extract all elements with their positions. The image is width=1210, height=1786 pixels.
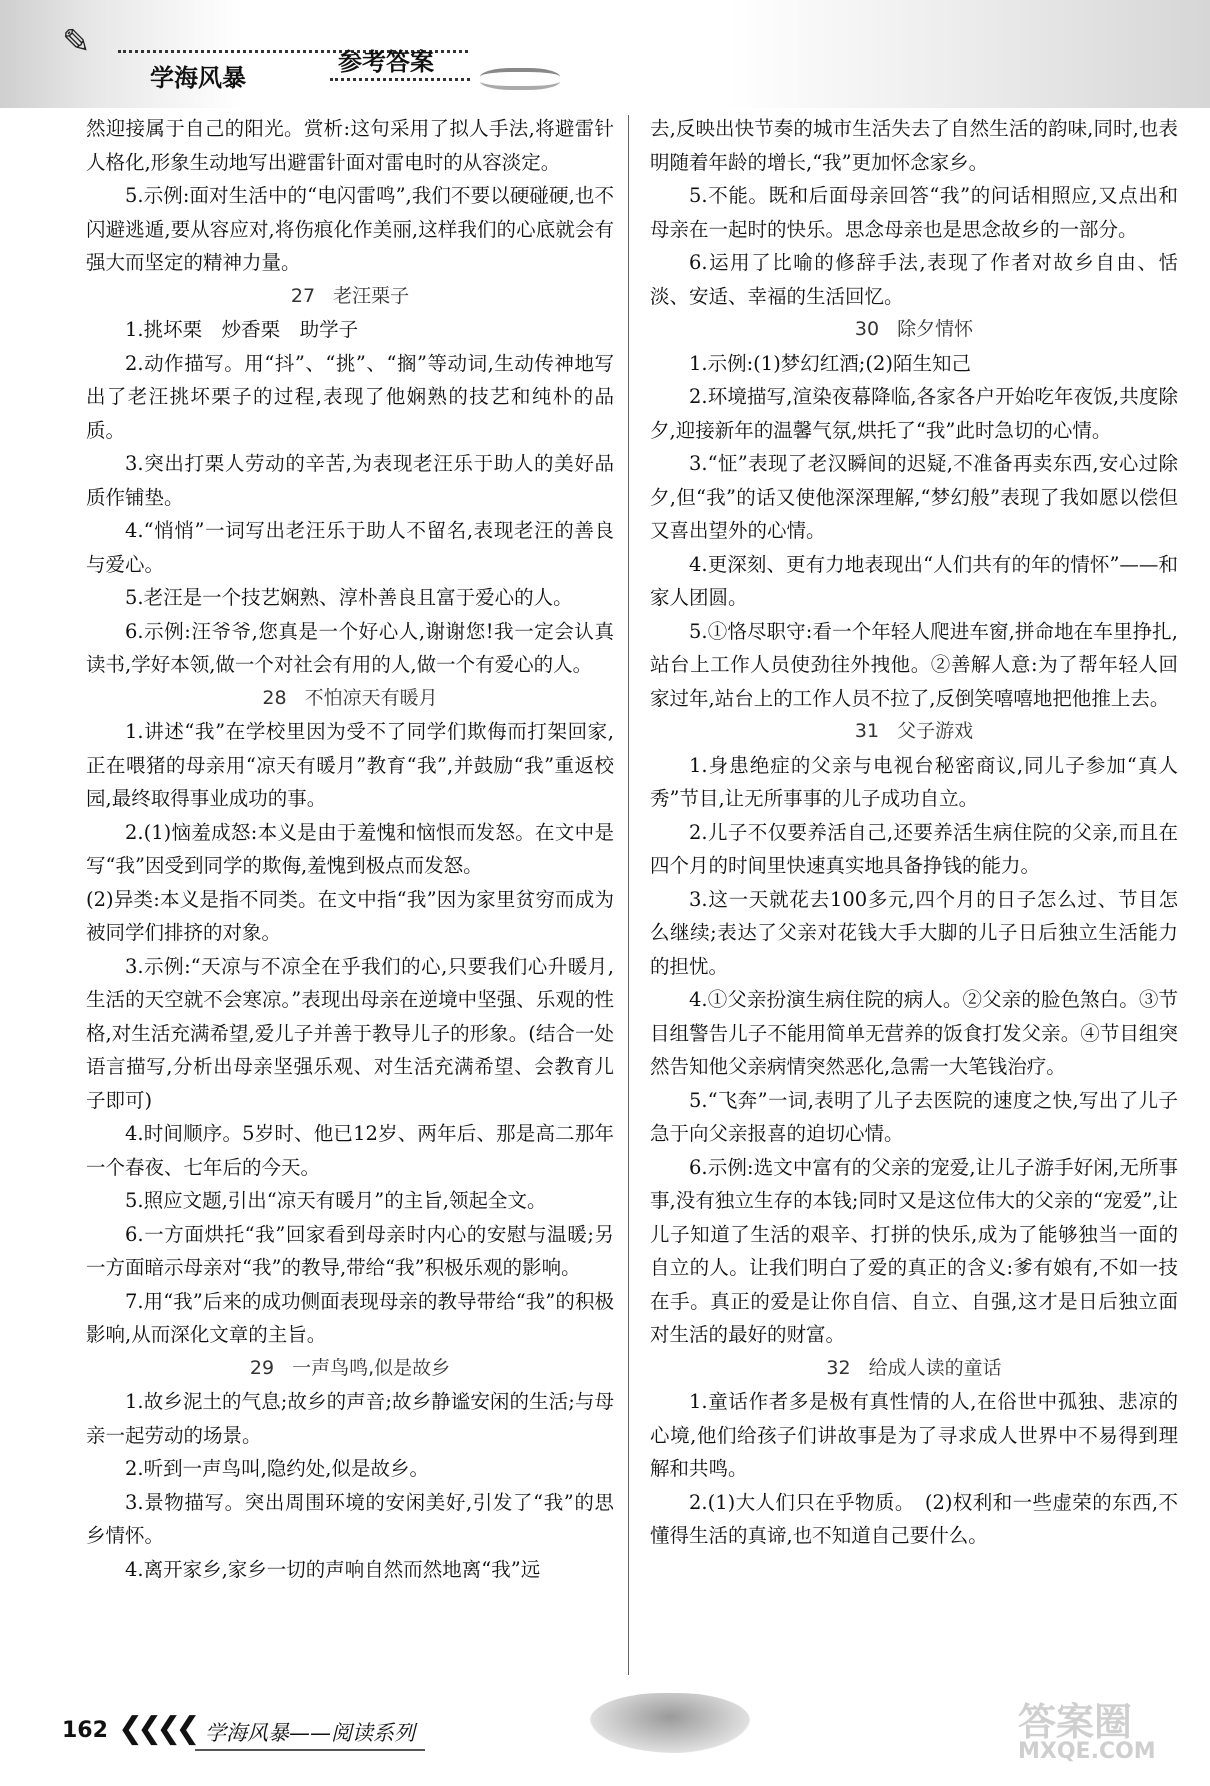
answer-paragraph: 6.示例:汪爷爷,您真是一个好心人,谢谢您!我一定会认真读书,学好本领,做一个对社会有用的人,做一个有爱心的人。 (86, 619, 614, 676)
answer-paragraph: 1.示例:(1)梦幻红酒;(2)陌生知己 (689, 351, 971, 375)
answer-paragraph: 3.突出打栗人劳动的辛苦,为表现老汪乐于助人的美好品质作铺垫。 (86, 452, 614, 509)
watermark-url: MXQE.COM (1018, 1739, 1156, 1764)
answer-paragraph: 5.照应文题,引出“凉天有暖月”的主旨,领起全文。 (125, 1189, 547, 1212)
answer-paragraph: 3.“怔”表现了老汉瞬间的迟疑,不准备再卖东西,安心过除夕,但“我”的话又使他深深理解,“梦幻般”表现了我如愿以偿但又喜出望外的心情。 (650, 452, 1178, 542)
answer-paragraph: 5.①恪尽职守:看一个年轻人爬进车窗,拼命地在车里挣扎,站台上工作人员使劲往外拽他。②善解人意:为了帮年轻人回家过年,站台上的工作人员不拉了,反倒笑嘻嘻地把他推上去。 (650, 619, 1178, 710)
section-title: 给成人读的童话 (868, 1356, 1002, 1379)
column-divider (628, 115, 629, 1675)
answer-paragraph: 1.讲述“我”在学校里因为受不了同学们欺侮而打架回家,正在喂猪的母亲用“凉天有暖月”教育“我”,并鼓励“我”重返校园,最终取得事业成功的事。 (86, 720, 614, 810)
section-heading-30 (650, 313, 1178, 347)
section-title: 父子游戏 (897, 720, 974, 742)
page-footer (0, 1685, 1210, 1786)
answer-paragraph: 1.挑坏栗 炒香栗 助学子 (125, 318, 359, 341)
section-heading-31 (650, 715, 1178, 749)
answer-paragraph: 5.老汪是一个技艺娴熟、淳朴善良且富于爱心的人。 (125, 586, 573, 609)
answer-paragraph: 4.①父亲扮演生病住院的病人。②父亲的脸色煞白。③节目组警告儿子不能用简单无营养的饭食打发父亲。④节目组突然告知他父亲病情突然恶化,急需一大笔钱治疗。 (650, 988, 1178, 1078)
answer-paragraph: 4.更深刻、更有力地表现出“人们共有的年的情怀”——和家人团圆。 (650, 552, 1178, 609)
answer-paragraph: 然迎接属于自己的阳光。赏析:这句采用了拟人手法,将避雷针人格化,形象生动地写出避雷针面对雷电时的从容淡定。 (86, 117, 614, 174)
watermark-logo: 答案圈 (1018, 1700, 1133, 1744)
pen-icon: ✎ (62, 22, 91, 62)
answer-paragraph: 4.“悄悄”一词写出老汪乐于助人不留名,表现老汪的善良与爱心。 (86, 519, 614, 576)
answer-paragraph: 3.这一天就花去100多元,四个月的日子怎么过、节目怎么继续;表达了父亲对花钱大手大脚的儿子日后独立生活能力的担忧。 (650, 887, 1178, 978)
header-swoosh-decoration (480, 68, 560, 90)
section-heading-28 (86, 682, 614, 716)
answer-paragraph: 去,反映出快节奏的城市生活失去了自然生活的韵味,同时,也表明随着年龄的增长,“我”更加怀念家乡。 (650, 117, 1178, 174)
header-dotted-line-lower (330, 78, 470, 81)
answer-paragraph: 2.(1)恼羞成怒:本义是由于羞愧和恼恨而发怒。在文中是写“我”因受到同学的欺侮,羞愧到极点而发怒。 (86, 820, 614, 877)
answer-paragraph: 7.用“我”后来的成功侧面表现母亲的教导带给“我”的积极影响,从而深化文章的主旨。 (86, 1289, 614, 1346)
answer-paragraph: 5.不能。既和后面母亲回答“我”的问话相照应,又点出和母亲在一起时的快乐。思念母亲也是思念故乡的一部分。 (650, 184, 1178, 241)
header-brand: 学海风暴 (150, 64, 246, 92)
chevrons-left-icon: ❮❮❮❮ (118, 1711, 195, 1746)
page-number: 162 (62, 1718, 108, 1743)
right-column (650, 112, 1178, 1553)
answer-paragraph: 2.(1)大人们只在乎物质。 (2)权利和一些虚荣的东西,不懂得生活的真谛,也不知道自己要什么。 (650, 1490, 1178, 1547)
section-number: 32 (826, 1356, 851, 1379)
series-title: 学海风暴——阅读系列 (195, 1715, 425, 1751)
section-number: 28 (262, 686, 287, 709)
section-number: 31 (854, 720, 880, 742)
answer-paragraph: (2)异类:本义是指不同类。在文中指“我”因为家里贫穷而成为被同学们排挤的对象。 (86, 887, 614, 944)
answer-paragraph: 3.示例:“天凉与不凉全在乎我们的心,只要我们心升暖月,生活的天空就不会寒凉。”表现出母亲在逆境中坚强、乐观的性格,对生活充满希望,爱儿子并善于教导儿子的形象。(结合一处语言描写,分析出母亲坚强乐观、对生活充满希望、会教育儿子即可) (86, 954, 614, 1112)
answer-paragraph: 1.身患绝症的父亲与电视台秘密商议,同儿子参加“真人秀”节目,让无所事事的儿子成功自立。 (650, 753, 1178, 810)
answer-paragraph: 2.环境描写,渲染夜幕降临,各家各户开始吃年夜饭,共度除夕,迎接新年的温馨气氛,烘托了“我”此时急切的心情。 (650, 385, 1178, 442)
section-number: 30 (854, 318, 880, 340)
header-title: 参考答案 (338, 48, 434, 76)
answer-paragraph: 2.儿子不仅要养活自己,还要养活生病住院的父亲,而且在四个月的时间里快速真实地具备挣钱的能力。 (650, 820, 1178, 877)
answer-paragraph: 6.运用了比喻的修辞手法,表现了作者对故乡自由、恬淡、安适、幸福的生活回忆。 (650, 251, 1178, 308)
section-title: 不怕凉天有暖月 (304, 686, 438, 709)
section-title: 一声鸟鸣,似是故乡 (292, 1356, 451, 1379)
section-title: 除夕情怀 (897, 318, 974, 340)
answer-paragraph: 5.示例:面对生活中的“电闪雷鸣”,我们不要以硬碰硬,也不闪避逃遁,要从容应对,将伤痕化作美丽,这样我们的心底就会有强大而坚定的精神力量。 (86, 184, 614, 274)
answer-paragraph: 6.一方面烘托“我”回家看到母亲时内心的安慰与温暖;另一方面暗示母亲对“我”的教导,带给“我”积极乐观的影响。 (86, 1222, 614, 1279)
answer-paragraph: 5.“飞奔”一词,表明了儿子去医院的速度之快,写出了儿子急于向父亲报喜的迫切心情。 (650, 1088, 1178, 1145)
answer-paragraph: 1.故乡泥土的气息;故乡的声音;故乡静谧安闲的生活;与母亲一起劳动的场景。 (86, 1390, 614, 1447)
section-heading-27 (86, 280, 614, 314)
section-heading-29 (86, 1352, 614, 1386)
section-number: 27 (290, 284, 316, 307)
answer-paragraph: 6.示例:选文中富有的父亲的宠爱,让儿子游手好闲,无所事事,没有独立生存的本钱;同时又是这位伟大的父亲的“宠爱”,让儿子知道了生活的艰辛、打拼的快乐,成为了能够独当一面的自立的人。让我们明白了爱的真正的含义:爹有娘有,不如一技在手。真正的爱是让你自信、自立、自强,这才是日后独立面对生活的最好的财富。 (650, 1155, 1178, 1346)
page-header (0, 0, 1210, 108)
answer-paragraph: 4.时间顺序。5岁时、他已12岁、两年后、那是高二那年一个春夜、七年后的今天。 (86, 1122, 614, 1179)
answer-paragraph: 2.听到一声鸟叫,隐约处,似是故乡。 (125, 1457, 430, 1480)
answer-paragraph: 3.景物描写。突出周围环境的安闲美好,引发了“我”的思乡情怀。 (86, 1490, 614, 1547)
left-column (86, 112, 614, 1586)
section-number: 29 (249, 1356, 275, 1379)
section-heading-32 (650, 1352, 1178, 1386)
answer-paragraph: 4.离开家乡,家乡一切的声响自然而然地离“我”远 (125, 1557, 541, 1581)
answer-paragraph: 1.童话作者多是极有真性情的人,在俗世中孤独、悲凉的心境,他们给孩子们讲故事是为了寻求成人世界中不易得到理解和共鸣。 (650, 1390, 1178, 1480)
answer-paragraph: 2.动作描写。用“抖”、“挑”、“搁”等动词,生动传神地写出了老汪挑坏栗子的过程,表现了他娴熟的技艺和纯朴的品质。 (86, 351, 614, 442)
section-title: 老汪栗子 (333, 284, 410, 307)
dolphin-decoration (590, 1693, 750, 1753)
